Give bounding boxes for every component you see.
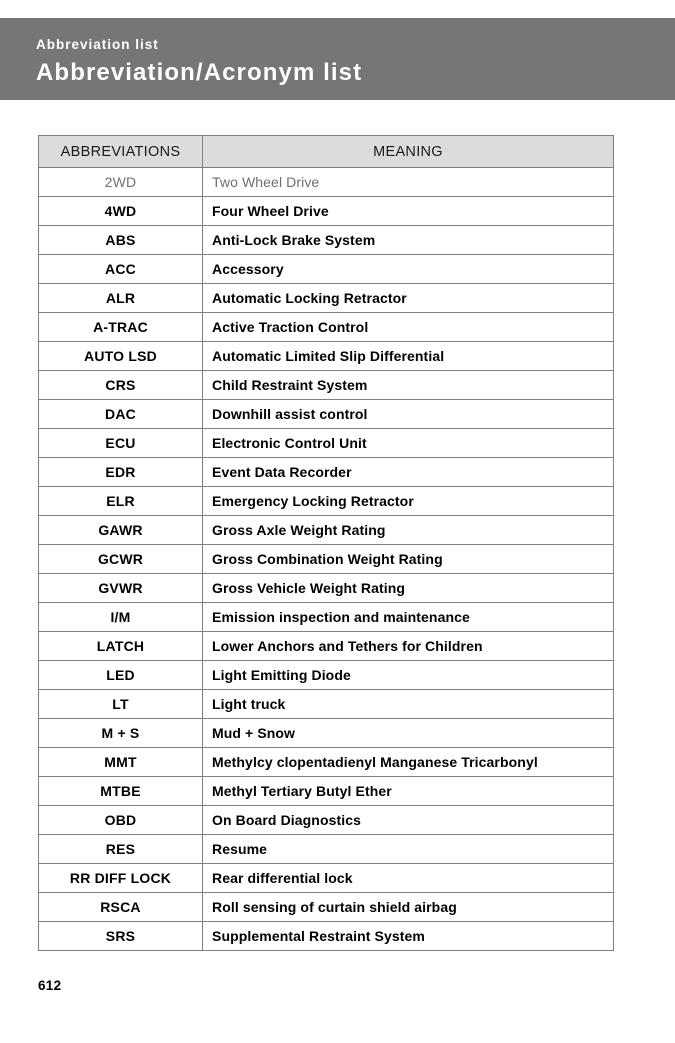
table-row — [39, 893, 614, 922]
meaning-cell: Four Wheel Drive — [203, 197, 614, 226]
table-body — [39, 168, 614, 951]
abbreviation-cell: EDR — [39, 458, 203, 487]
abbreviation-table — [38, 135, 614, 951]
abbreviation-cell: LATCH — [39, 632, 203, 661]
meaning-cell: Light Emitting Diode — [203, 661, 614, 690]
page-number: 612 — [38, 978, 62, 993]
abbreviation-cell: SRS — [39, 922, 203, 951]
table-row — [39, 777, 614, 806]
meaning-cell: Gross Axle Weight Rating — [203, 516, 614, 545]
table-row — [39, 661, 614, 690]
table-header — [39, 136, 614, 168]
abbreviation-cell: A-TRAC — [39, 313, 203, 342]
table-row — [39, 574, 614, 603]
meaning-cell: Anti-Lock Brake System — [203, 226, 614, 255]
abbreviation-cell: ALR — [39, 284, 203, 313]
meaning-cell: Event Data Recorder — [203, 458, 614, 487]
table-row — [39, 516, 614, 545]
abbreviation-cell: MMT — [39, 748, 203, 777]
abbreviation-cell: MTBE — [39, 777, 203, 806]
table-row — [39, 835, 614, 864]
table-row — [39, 284, 614, 313]
abbreviation-cell: LT — [39, 690, 203, 719]
meaning-cell: Methyl Tertiary Butyl Ether — [203, 777, 614, 806]
abbreviation-cell: 2WD — [39, 168, 203, 197]
meaning-cell: Electronic Control Unit — [203, 429, 614, 458]
column-header-meaning: MEANING — [203, 136, 614, 168]
abbreviation-cell: GCWR — [39, 545, 203, 574]
table-row — [39, 342, 614, 371]
meaning-cell: Accessory — [203, 255, 614, 284]
meaning-cell: Emission inspection and maintenance — [203, 603, 614, 632]
meaning-cell: Supplemental Restraint System — [203, 922, 614, 951]
table-row — [39, 371, 614, 400]
meaning-cell: Emergency Locking Retractor — [203, 487, 614, 516]
table-row — [39, 748, 614, 777]
banner-eyebrow: Abbreviation list — [36, 37, 159, 52]
abbreviation-cell: ABS — [39, 226, 203, 255]
table-row — [39, 864, 614, 893]
abbreviation-cell: CRS — [39, 371, 203, 400]
abbreviation-cell: RES — [39, 835, 203, 864]
meaning-cell: Active Traction Control — [203, 313, 614, 342]
abbreviation-cell: AUTO LSD — [39, 342, 203, 371]
meaning-cell: Gross Vehicle Weight Rating — [203, 574, 614, 603]
abbreviation-cell: ELR — [39, 487, 203, 516]
meaning-cell: Downhill assist control — [203, 400, 614, 429]
table-row — [39, 313, 614, 342]
table-row — [39, 690, 614, 719]
meaning-cell: Methylcy clopentadienyl Manganese Tricarbonyl — [203, 748, 614, 777]
meaning-cell: Automatic Locking Retractor — [203, 284, 614, 313]
table-row — [39, 922, 614, 951]
abbreviation-cell: M + S — [39, 719, 203, 748]
table-header-row — [39, 136, 614, 168]
table-row — [39, 429, 614, 458]
table-row — [39, 806, 614, 835]
meaning-cell: Mud + Snow — [203, 719, 614, 748]
abbreviation-cell: ACC — [39, 255, 203, 284]
abbreviation-cell: I/M — [39, 603, 203, 632]
meaning-cell: Rear differential lock — [203, 864, 614, 893]
meaning-cell: Resume — [203, 835, 614, 864]
meaning-cell: Gross Combination Weight Rating — [203, 545, 614, 574]
table-row — [39, 168, 614, 197]
abbreviation-table-container — [38, 135, 613, 951]
abbreviation-cell: LED — [39, 661, 203, 690]
page-title: Abbreviation/Acronym list — [36, 59, 363, 86]
table-row — [39, 255, 614, 284]
abbreviation-cell: DAC — [39, 400, 203, 429]
abbreviation-cell: RR DIFF LOCK — [39, 864, 203, 893]
abbreviation-cell: GVWR — [39, 574, 203, 603]
table-row — [39, 197, 614, 226]
table-row — [39, 226, 614, 255]
meaning-cell: Automatic Limited Slip Differential — [203, 342, 614, 371]
column-header-abbreviations: ABBREVIATIONS — [39, 136, 203, 168]
meaning-cell: Child Restraint System — [203, 371, 614, 400]
table-row — [39, 545, 614, 574]
abbreviation-cell: ECU — [39, 429, 203, 458]
table-row — [39, 400, 614, 429]
table-row — [39, 487, 614, 516]
meaning-cell: Two Wheel Drive — [203, 168, 614, 197]
meaning-cell: On Board Diagnostics — [203, 806, 614, 835]
table-row — [39, 458, 614, 487]
abbreviation-cell: OBD — [39, 806, 203, 835]
abbreviation-cell: RSCA — [39, 893, 203, 922]
meaning-cell: Light truck — [203, 690, 614, 719]
table-row — [39, 632, 614, 661]
meaning-cell: Lower Anchors and Tethers for Children — [203, 632, 614, 661]
meaning-cell: Roll sensing of curtain shield airbag — [203, 893, 614, 922]
table-row — [39, 719, 614, 748]
abbreviation-cell: 4WD — [39, 197, 203, 226]
abbreviation-cell: GAWR — [39, 516, 203, 545]
page-banner — [0, 18, 675, 100]
table-row — [39, 603, 614, 632]
